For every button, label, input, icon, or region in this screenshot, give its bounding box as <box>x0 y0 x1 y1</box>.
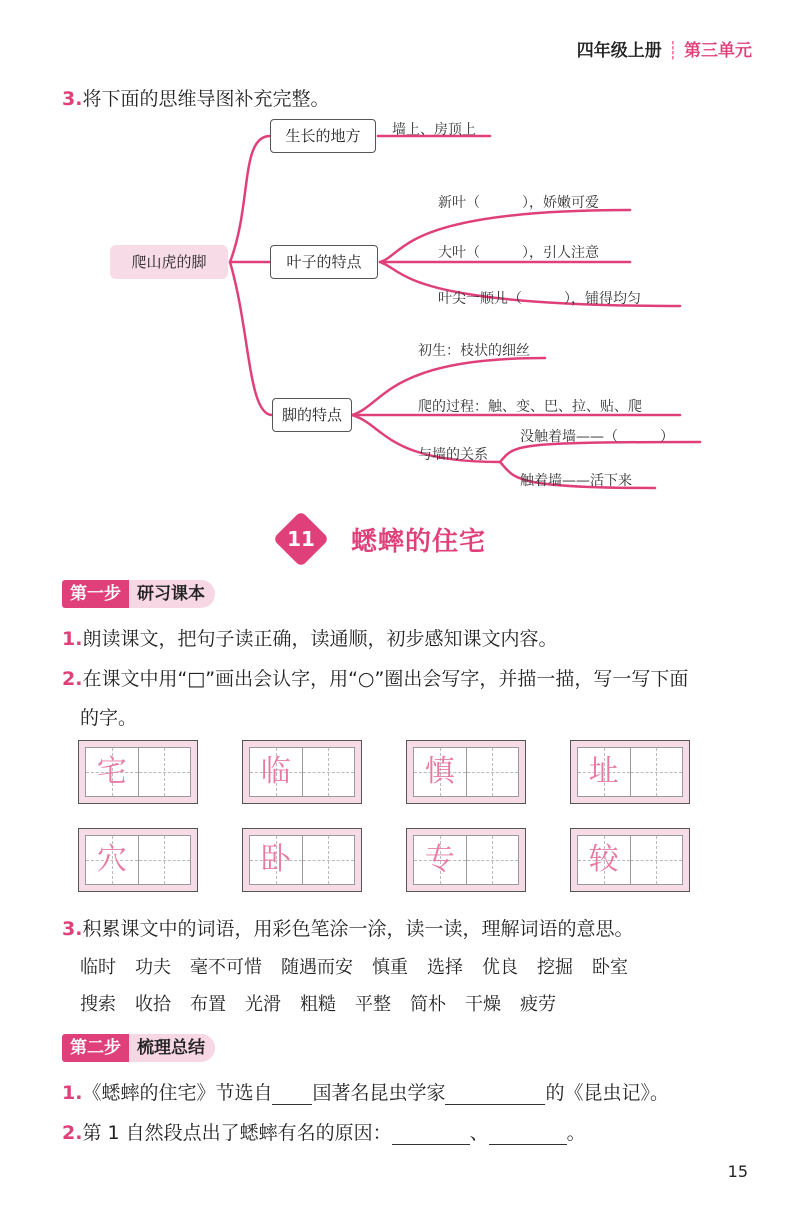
writing-grid[interactable] <box>78 828 198 892</box>
question-number: 1. <box>62 1082 83 1104</box>
step2-title: 梳理总结 <box>129 1034 215 1062</box>
item-wall-relation: 与墙的关系 <box>418 447 488 463</box>
step1-question-3 <box>62 914 633 941</box>
unit-label: 第三单元 <box>684 41 752 61</box>
connector-root-to-place <box>230 136 270 262</box>
step1-banner <box>62 580 215 608</box>
item-growth-place: 墙上、房顶上 <box>392 122 476 138</box>
question-number: 1. <box>62 628 83 650</box>
page-number: 15 <box>727 1162 748 1181</box>
question-number: 2. <box>62 668 83 690</box>
item-climbing-process: 爬的过程：触、变、巴、拉、贴、爬 <box>418 399 642 415</box>
lesson-heading <box>275 513 486 565</box>
answer-blank[interactable] <box>489 1124 567 1145</box>
question-text: 。 <box>566 1122 586 1144</box>
answer-blank[interactable] <box>272 1084 312 1105</box>
branch-leaf-features: 叶子的特点 <box>270 245 378 279</box>
grid-character: 专 <box>424 842 455 877</box>
item-initial: 初生：枝状的细丝 <box>418 343 530 359</box>
item-big-leaf: 大叶（ ），引人注意 <box>438 245 599 261</box>
vocab-word[interactable]: 简朴 <box>410 994 446 1015</box>
header-separator: ┊ <box>667 41 678 61</box>
question-text: 在课文中用“□”画出会认字，用“○”圈出会写字，并描一描，写一写下面 <box>82 668 689 690</box>
vocab-row-1 <box>80 953 647 979</box>
mindmap-root: 爬山虎的脚 <box>110 245 228 279</box>
lesson-number-badge <box>273 511 330 568</box>
question-number: 3. <box>62 88 83 110</box>
writing-grid[interactable] <box>406 828 526 892</box>
step1-question-1 <box>62 624 557 651</box>
grid-character: 慎 <box>424 754 455 789</box>
vocab-word[interactable]: 优良 <box>482 957 518 978</box>
step2-question-2 <box>62 1118 586 1145</box>
writing-grid[interactable] <box>78 740 198 804</box>
writing-grid[interactable] <box>406 740 526 804</box>
answer-blank[interactable] <box>445 1084 545 1105</box>
item-leaf-tip: 叶尖一顺儿（ ），铺得均匀 <box>438 291 641 307</box>
grid-character: 临 <box>260 754 291 789</box>
vocab-word[interactable]: 粗糙 <box>300 994 336 1015</box>
grid-character: 较 <box>588 842 619 877</box>
item-not-touching: 没触着墙——（ ） <box>520 429 674 445</box>
vocab-word[interactable]: 布置 <box>190 994 226 1015</box>
branch-growth-place: 生长的地方 <box>270 119 376 153</box>
question-text: 积累课文中的词语，用彩色笔涂一涂，读一读，理解词语的意思。 <box>82 918 634 940</box>
writing-grid[interactable] <box>242 740 362 804</box>
question-number: 3. <box>62 918 83 940</box>
step2-banner <box>62 1034 215 1062</box>
step1-tag: 第一步 <box>62 580 129 608</box>
grid-character: 宅 <box>96 754 127 789</box>
vocab-word[interactable]: 慎重 <box>372 957 408 978</box>
step2-tag: 第二步 <box>62 1034 129 1062</box>
vocab-word[interactable]: 选择 <box>427 957 463 978</box>
vocab-word[interactable]: 搜索 <box>80 994 116 1015</box>
vocab-word[interactable]: 收拾 <box>135 994 171 1015</box>
writing-grid[interactable] <box>570 828 690 892</box>
grid-character: 址 <box>588 754 619 789</box>
grid-character: 穴 <box>96 842 127 877</box>
vocab-word[interactable]: 平整 <box>355 994 391 1015</box>
vocab-word[interactable]: 随遇而安 <box>281 957 353 978</box>
question-text: 朗读课文，把句子读正确，读通顺，初步感知课文内容。 <box>82 628 558 650</box>
vocab-word[interactable]: 疲劳 <box>520 994 556 1015</box>
lesson-title: 蟋蟀的住宅 <box>351 526 487 557</box>
answer-blank[interactable] <box>392 1124 470 1145</box>
step2-question-1 <box>62 1078 669 1105</box>
vocab-word[interactable]: 光滑 <box>245 994 281 1015</box>
item-touching: 触着墙——活下来 <box>520 473 632 489</box>
vocab-word[interactable]: 毫不可惜 <box>190 957 262 978</box>
grid-character: 卧 <box>260 842 291 877</box>
question-text: 国著名昆虫学家 <box>312 1082 446 1104</box>
question-text: 将下面的思维导图补充完整。 <box>82 88 330 110</box>
writing-grid[interactable] <box>242 828 362 892</box>
question-text: 、 <box>469 1122 489 1144</box>
question-text: 第 1 自然段点出了蟋蟀有名的原因： <box>82 1122 392 1144</box>
vocab-word[interactable]: 挖掘 <box>537 957 573 978</box>
question-text: 的《昆虫记》。 <box>545 1082 669 1104</box>
vocab-word[interactable]: 卧室 <box>592 957 628 978</box>
vocab-row-2 <box>80 990 575 1016</box>
vocab-word[interactable]: 临时 <box>80 957 116 978</box>
step1-title: 研习课本 <box>129 580 215 608</box>
vocab-word[interactable]: 干燥 <box>465 994 501 1015</box>
step1-question-2-cont: 的字。 <box>80 707 138 729</box>
step1-question-2 <box>62 664 688 691</box>
lesson-number: 11 <box>287 527 315 551</box>
item-new-leaf: 新叶（ ），娇嫩可爱 <box>438 195 599 211</box>
question-text: 《蟋蟀的住宅》节选自 <box>82 1082 273 1104</box>
question-number: 2. <box>62 1122 83 1144</box>
connector-root-to-foot <box>230 262 272 415</box>
branch-foot-features: 脚的特点 <box>272 398 352 432</box>
book-label: 四年级上册 <box>576 41 662 61</box>
vocab-word[interactable]: 功夫 <box>135 957 171 978</box>
writing-grid[interactable] <box>570 740 690 804</box>
